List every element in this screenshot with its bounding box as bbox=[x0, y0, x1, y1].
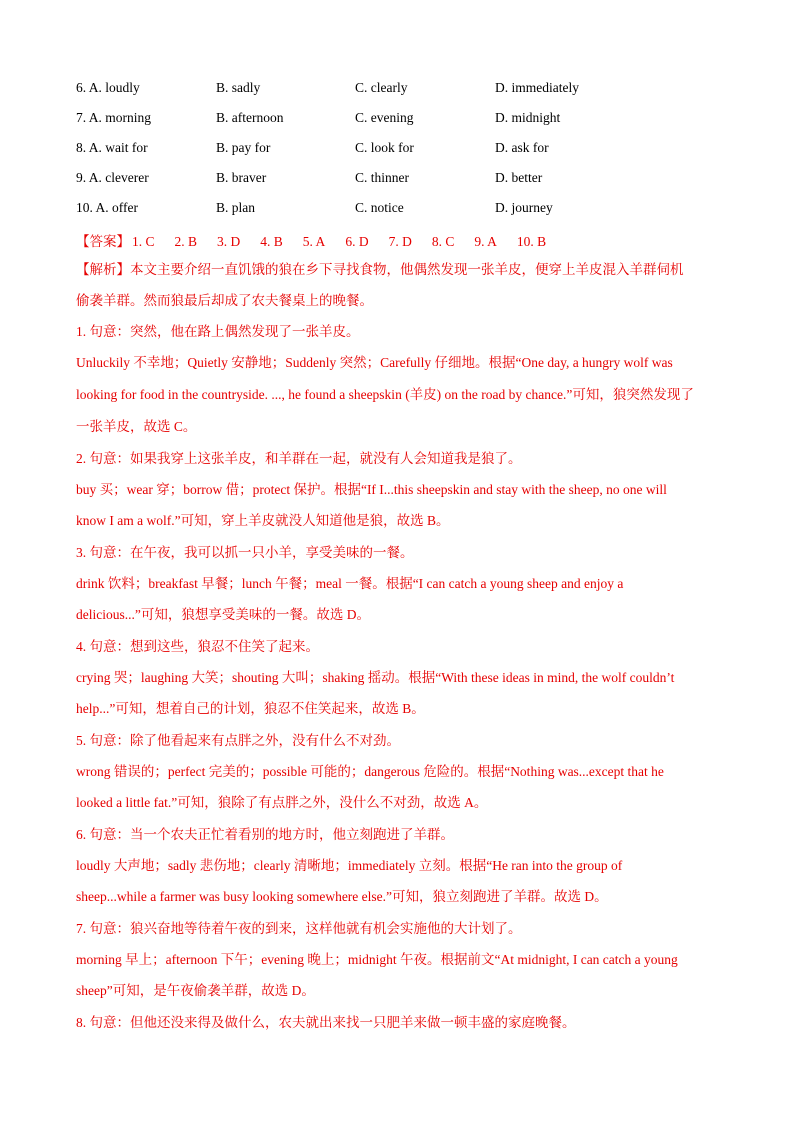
answer-item: 8. C bbox=[431, 234, 455, 249]
option-c: C. clearly bbox=[355, 80, 408, 95]
option-c: C. look for bbox=[355, 140, 414, 155]
explanation-line: 4. 句意：想到这些，狼忍不住笑了起来。 bbox=[76, 639, 319, 654]
option-row-8 bbox=[76, 140, 756, 160]
option-b: B. pay for bbox=[216, 140, 271, 155]
explanation-line: 3. 句意：在午夜，我可以抓一只小羊，享受美味的一餐。 bbox=[76, 545, 414, 560]
analysis-line: 【解析】本文主要介绍一直饥饿的狼在乡下寻找食物，他偶然发现一张羊皮，便穿上羊皮混入羊群伺机 bbox=[76, 262, 684, 277]
option-d: D. immediately bbox=[495, 80, 579, 95]
explanation-line: drink 饮料；breakfast 早餐；lunch 午餐；meal 一餐。根据“I can catch a young sheep and enjoy a bbox=[76, 576, 624, 591]
explanation-line: 7. 句意：狼兴奋地等待着午夜的到来，这样他就有机会实施他的大计划了。 bbox=[76, 921, 522, 936]
option-d: D. ask for bbox=[495, 140, 549, 155]
answer-tag: 【答案】 bbox=[76, 234, 130, 249]
explanation-line: Unluckily 不幸地；Quietly 安静地；Suddenly 突然；Carefully 仔细地。根据“One day, a hungry wolf was bbox=[76, 355, 673, 370]
option-d: D. better bbox=[495, 170, 543, 185]
answer-item: 6. D bbox=[345, 234, 369, 249]
explanation-line: 5. 句意：除了他看起来有点胖之外，没有什么不对劲。 bbox=[76, 733, 400, 748]
option-b: B. sadly bbox=[216, 80, 261, 95]
option-row-10 bbox=[76, 200, 756, 220]
explanation-line: crying 哭；laughing 大笑；shouting 大叫；shaking 摇动。根据“With these ideas in mind, the wolf couldn’t bbox=[76, 670, 675, 685]
option-b: B. afternoon bbox=[216, 110, 284, 125]
explanation-line: know I am a wolf.”可知，穿上羊皮就没人知道他是狼，故选 B。 bbox=[76, 513, 450, 528]
explanation-line: sheep...while a farmer was busy looking somewhere else.”可知，狼立刻跑进了羊群。故选 D。 bbox=[76, 889, 608, 904]
explanation-line: 一张羊皮，故选 C。 bbox=[76, 419, 197, 434]
option-b: B. braver bbox=[216, 170, 267, 185]
explanation-line: 6. 句意：当一个农夫正忙着看别的地方时，他立刻跑进了羊群。 bbox=[76, 827, 454, 842]
analysis-line: 偷袭羊群。然而狼最后却成了农夫餐桌上的晚餐。 bbox=[76, 293, 373, 308]
answer-item: 2. B bbox=[174, 234, 198, 249]
option-row-9 bbox=[76, 170, 756, 190]
option-a: 10. A. offer bbox=[76, 200, 138, 215]
explanation-line: looking for food in the countryside. ..., he found a sheepskin (羊皮) on the road by chance.”可知，狼突然发现了 bbox=[76, 387, 694, 402]
answer-item: 3. D bbox=[217, 234, 241, 249]
option-d: D. journey bbox=[495, 200, 553, 215]
answer-item: 5. A bbox=[302, 234, 326, 249]
option-a: 8. A. wait for bbox=[76, 140, 148, 155]
option-a: 9. A. cleverer bbox=[76, 170, 149, 185]
option-c: C. notice bbox=[355, 200, 404, 215]
explanation-line: loudly 大声地；sadly 悲伤地；clearly 清晰地；immediately 立刻。根据“He ran into the group of bbox=[76, 858, 623, 873]
explanation-line: help...”可知，想着自己的计划，狼忍不住笑起来，故选 B。 bbox=[76, 701, 425, 716]
option-c: C. thinner bbox=[355, 170, 409, 185]
explanation-line: buy 买；wear 穿；borrow 借；protect 保护。根据“If I...this sheepskin and stay with the sheep, no one will bbox=[76, 482, 667, 497]
explanation-line: morning 早上；afternoon 下午；evening 晚上；midnight 午夜。根据前文“At midnight, I can catch a young bbox=[76, 952, 678, 967]
explanation-line: 8. 句意：但他还没来得及做什么，农夫就出来找一只肥羊来做一顿丰盛的家庭晚餐。 bbox=[76, 1015, 576, 1030]
explanation-line: sheep”可知，是午夜偷袭羊群，故选 D。 bbox=[76, 983, 315, 998]
option-c: C. evening bbox=[355, 110, 414, 125]
option-a: 6. A. loudly bbox=[76, 80, 140, 95]
option-b: B. plan bbox=[216, 200, 255, 215]
option-row-6 bbox=[76, 80, 756, 100]
answer-item: 4. B bbox=[260, 234, 283, 249]
option-row-7 bbox=[76, 110, 756, 130]
explanation-line: 1. 句意：突然，他在路上偶然发现了一张羊皮。 bbox=[76, 324, 360, 339]
answer-key bbox=[76, 230, 756, 250]
explanation-line: wrong 错误的；perfect 完美的；possible 可能的；dangerous 危险的。根据“Nothing was...except that he bbox=[76, 764, 664, 779]
explanation-line: delicious...”可知，狼想享受美味的一餐。故选 D。 bbox=[76, 607, 370, 622]
option-d: D. midnight bbox=[495, 110, 561, 125]
answer-item: 7. D bbox=[388, 234, 412, 249]
option-a: 7. A. morning bbox=[76, 110, 152, 125]
explanation-line: 2. 句意：如果我穿上这张羊皮，和羊群在一起，就没有人会知道我是狼了。 bbox=[76, 451, 522, 466]
answer-item: 1. C bbox=[132, 234, 155, 249]
explanation-line: looked a little fat.”可知，狼除了有点胖之外，没什么不对劲，故选 A。 bbox=[76, 795, 488, 810]
answer-item: 9. A bbox=[474, 234, 497, 249]
answer-item: 10. B bbox=[516, 234, 547, 249]
